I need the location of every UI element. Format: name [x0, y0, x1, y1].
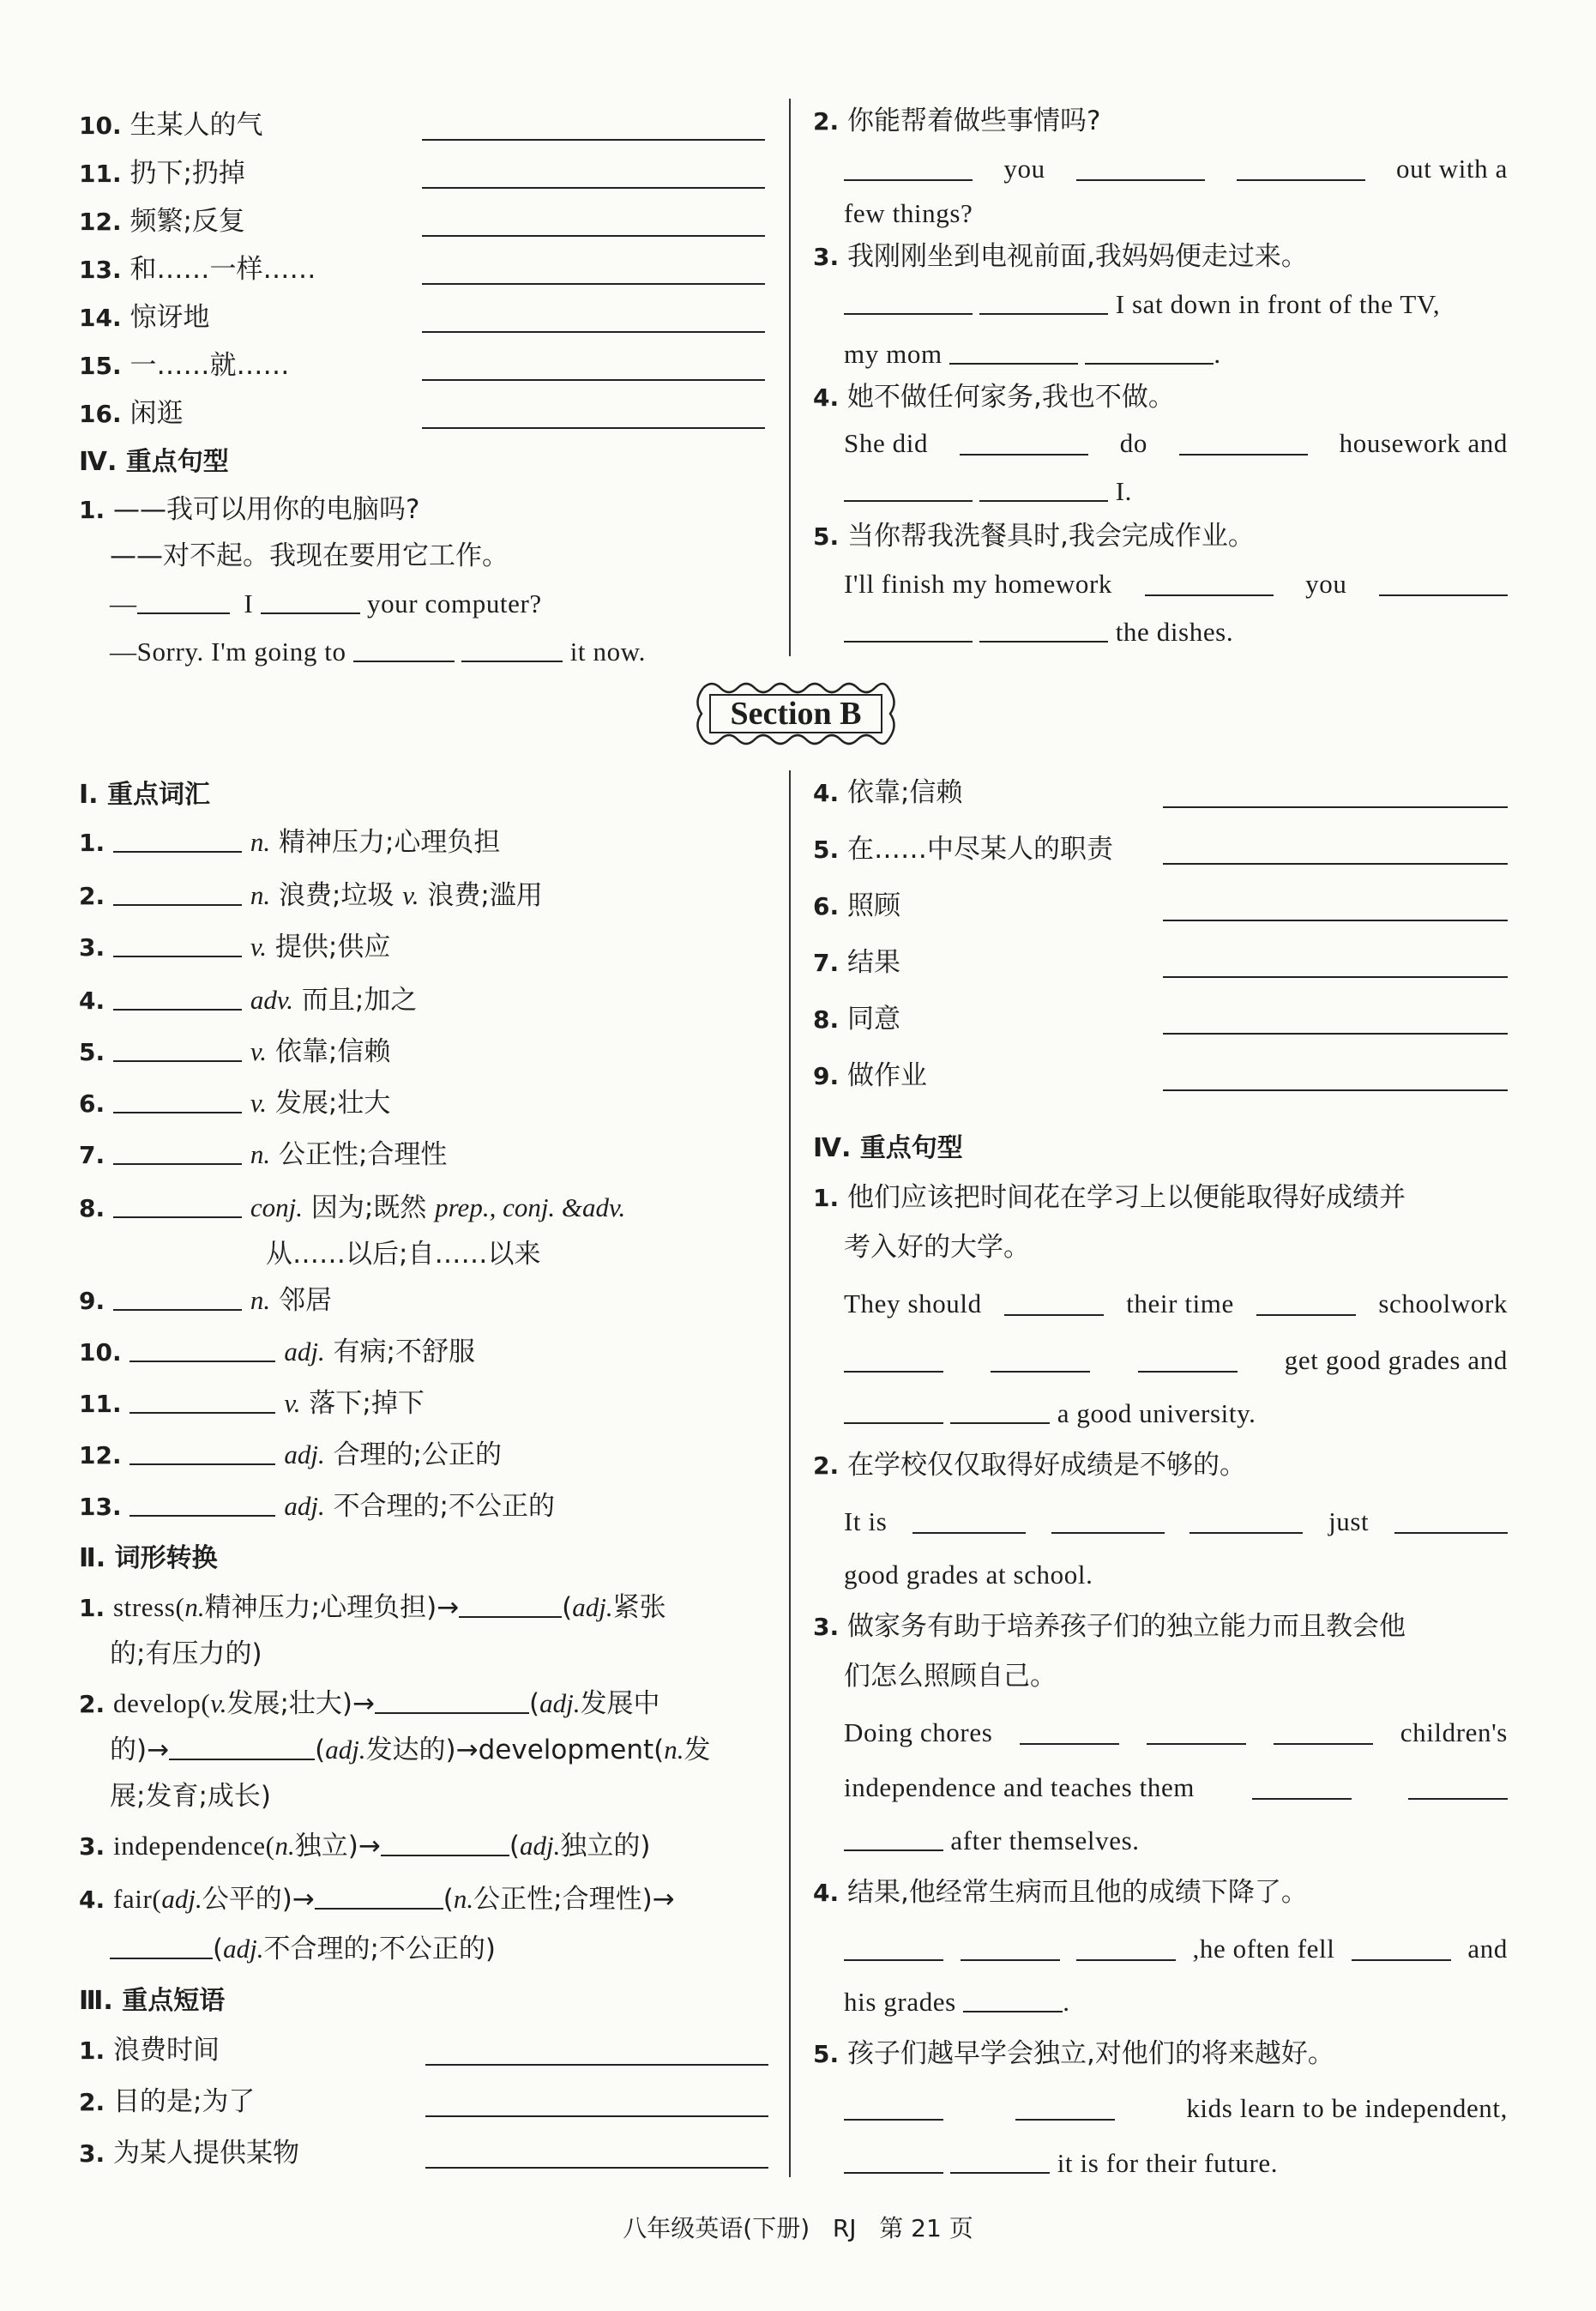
vocab-meaning: 公正性;合理性	[278, 1139, 448, 1170]
phrase-row	[79, 389, 765, 437]
sentence-a4-english-1: She did do housework and	[844, 428, 1508, 458]
sentence-a2-english-1: you out with a	[813, 145, 1508, 193]
answer-blank[interactable]	[844, 291, 973, 315]
phrase-chinese: 同意	[846, 1004, 900, 1035]
phrase-chinese: 一……就……	[129, 350, 290, 381]
answer-blank[interactable]	[1352, 1937, 1451, 1961]
vocab-row	[79, 923, 772, 971]
phrase-number: 2.	[79, 2088, 105, 2116]
answer-blank[interactable]	[110, 1935, 213, 1959]
vocab-meaning: 精神压力;心理负担	[278, 827, 501, 858]
answer-blank[interactable]	[461, 638, 563, 662]
answer-blank[interactable]	[113, 1287, 242, 1311]
part-of-speech: adj.	[284, 1491, 325, 1521]
phrase-number: 11.	[79, 160, 122, 188]
sentence-a4-english-2: I.	[813, 468, 1508, 516]
phrase-number: 1.	[79, 2036, 105, 2065]
answer-line[interactable]	[422, 283, 765, 285]
phrase-chinese: 为某人提供某物	[112, 2138, 299, 2169]
answer-blank[interactable]	[129, 1493, 275, 1517]
vocab-row	[79, 1276, 772, 1324]
vocab-row	[79, 1482, 772, 1530]
vocab-number: 4.	[79, 987, 105, 1015]
top-right-column	[813, 97, 1508, 663]
vocab-number: 9.	[79, 1287, 105, 1315]
answer-blank[interactable]	[979, 618, 1108, 643]
answer-blank[interactable]	[1051, 1510, 1165, 1534]
vocab-number: 12.	[79, 1441, 122, 1469]
answer-blank[interactable]	[1189, 1510, 1303, 1534]
answer-line[interactable]	[422, 139, 765, 141]
vocab-number: 11.	[79, 1390, 122, 1418]
answer-blank[interactable]	[129, 1441, 275, 1465]
answer-line[interactable]	[1163, 976, 1508, 978]
answer-blank[interactable]	[315, 1886, 443, 1910]
section-b-banner	[691, 676, 900, 751]
phrase-number: 14.	[79, 304, 122, 332]
sentence-a1-english-1: — I your computer?	[110, 588, 542, 618]
sentence-b5-english-2: it is for their future.	[813, 2139, 1508, 2187]
answer-blank[interactable]	[950, 1400, 1050, 1424]
vocab-number: 7.	[79, 1141, 105, 1169]
answer-blank[interactable]	[113, 987, 242, 1011]
phrase-row	[79, 245, 765, 293]
part-of-speech: v.	[250, 1036, 268, 1066]
phrase-number: 16.	[79, 400, 122, 428]
sentence-a5-english-1: I'll finish my homework you	[813, 560, 1508, 608]
answer-line[interactable]	[422, 427, 765, 429]
vocab-meaning: 浪费;垃圾	[278, 880, 394, 911]
answer-line[interactable]	[422, 235, 765, 237]
phrase-row	[79, 149, 765, 197]
vocab-meaning: 浪费;滥用	[427, 880, 543, 911]
phrase-row	[79, 2078, 772, 2126]
bottom-left-column	[79, 770, 772, 2194]
sentence-b5-chinese: 5. 孩子们越早学会独立,对他们的将来越好。	[813, 2038, 1334, 2069]
vocab-row	[79, 1184, 772, 1232]
top-left-column	[79, 101, 765, 667]
bottom-right-column	[813, 769, 1508, 2193]
sentence-a1-english-2: —Sorry. I'm going to it now.	[110, 637, 647, 667]
phrase-row	[813, 938, 1508, 987]
answer-blank[interactable]	[1179, 431, 1308, 456]
sentence-b3-english-2: independence and teaches them	[813, 1764, 1508, 1812]
vocab-number: 1.	[79, 829, 105, 857]
section-title-key-phrases: Ⅲ. 重点短语	[79, 1986, 226, 2016]
column-divider-top	[789, 99, 791, 656]
vocab-number: 5.	[79, 1038, 105, 1066]
answer-blank[interactable]	[1379, 572, 1508, 596]
part-of-speech: v.	[402, 880, 419, 910]
phrase-chinese: 生某人的气	[129, 110, 263, 141]
sentence-b4-english-1: ,he often fell and	[813, 1925, 1508, 1973]
phrase-row	[813, 995, 1508, 1043]
answer-blank[interactable]	[129, 1338, 275, 1362]
phrase-chinese: 结果	[846, 947, 900, 978]
answer-blank[interactable]	[961, 1937, 1060, 1961]
answer-blank[interactable]	[113, 829, 242, 853]
sentence-a4-chinese: 4. 她不做任何家务,我也不做。	[813, 382, 1175, 413]
phrase-row	[813, 825, 1508, 873]
answer-blank[interactable]	[113, 882, 242, 906]
sentence-a3-english-2: my mom .	[844, 339, 1221, 369]
wordform-item-1-line-1: 1. stress(n.精神压力;心理负担)→ (adj.紧张	[79, 1592, 666, 1623]
answer-blank[interactable]	[844, 1827, 943, 1851]
sentence-b2-english-2: good grades at school.	[844, 1560, 1093, 1590]
vocab-row	[79, 818, 772, 866]
section-b-title: Section B	[730, 696, 862, 732]
vocab-number: 8.	[79, 1194, 105, 1222]
answer-line[interactable]	[425, 2064, 768, 2066]
part-of-speech: n.	[250, 827, 271, 857]
sentence-a1-chinese-2: ——对不起。我现在要用它工作。	[110, 540, 509, 571]
sentence-a5-english-2: the dishes.	[813, 608, 1508, 656]
phrase-row	[79, 2129, 772, 2177]
phrase-number: 8.	[813, 1005, 840, 1034]
answer-blank[interactable]	[113, 1194, 242, 1218]
answer-line[interactable]	[1163, 1089, 1508, 1091]
answer-blank[interactable]	[1274, 1721, 1373, 1745]
answer-blank[interactable]	[844, 2150, 943, 2174]
answer-blank[interactable]	[844, 1349, 943, 1373]
wordform-item-4-line-2: (adj.不合理的;不公正的)	[79, 1925, 772, 1973]
phrase-chinese: 闲逛	[129, 398, 184, 429]
answer-line[interactable]	[1163, 863, 1508, 865]
answer-blank[interactable]	[844, 2097, 943, 2121]
phrase-row	[79, 101, 765, 149]
vocab-row	[79, 872, 772, 920]
part-of-speech: conj.	[250, 1192, 303, 1222]
wordform-item-4-line-1: 4. fair(adj.公平的)→ (n.公正性;合理性)→	[79, 1884, 675, 1915]
phrase-chinese: 扔下;扔掉	[129, 158, 245, 189]
sentence-a5-chinese: 5. 当你帮我洗餐具时,我会完成作业。	[813, 521, 1255, 552]
wordform-item-3: 3. independence(n.独立)→ (adj.独立的)	[79, 1831, 651, 1861]
part-of-speech: adj.	[284, 1439, 325, 1469]
phrase-number: 6.	[813, 892, 840, 920]
column-divider-bottom	[789, 770, 791, 2177]
answer-blank[interactable]	[979, 291, 1108, 315]
answer-blank[interactable]	[113, 1038, 242, 1062]
sentence-b2-english-1: It is just	[813, 1498, 1508, 1546]
answer-blank[interactable]	[991, 1349, 1090, 1373]
answer-line[interactable]	[1163, 1033, 1508, 1035]
section-title-key-sentences-b: Ⅳ. 重点句型	[813, 1133, 963, 1163]
phrase-row	[79, 2026, 772, 2074]
answer-line[interactable]	[425, 2115, 768, 2117]
answer-blank[interactable]	[949, 341, 1078, 365]
answer-blank[interactable]	[261, 590, 360, 614]
answer-line[interactable]	[1163, 806, 1508, 808]
sentence-a3-chinese: 3. 我刚刚坐到电视前面,我妈妈便走过来。	[813, 241, 1308, 272]
phrase-number: 7.	[813, 949, 840, 977]
phrase-row	[813, 882, 1508, 930]
sentence-b5-english-1: kids learn to be independent,	[813, 2085, 1508, 2133]
vocab-meaning: 从……以后;自……以来	[266, 1239, 541, 1270]
phrase-chinese: 在……中尽某人的职责	[846, 834, 1113, 865]
part-of-speech: n.	[250, 1139, 271, 1169]
answer-blank[interactable]	[1252, 1776, 1352, 1800]
vocab-row	[79, 1328, 772, 1376]
page-footer: 八年级英语(下册) RJ 第 21 页	[623, 2214, 973, 2242]
phrase-chinese: 做作业	[846, 1060, 927, 1091]
sentence-b3-english-3: after themselves.	[813, 1817, 1508, 1865]
section-title-key-sentences-a: Ⅳ. 重点句型	[79, 447, 229, 477]
answer-blank[interactable]	[1408, 1776, 1508, 1800]
sentence-b3-english-1: Doing chores children's	[844, 1717, 1508, 1747]
answer-blank[interactable]	[1256, 1292, 1356, 1316]
answer-blank[interactable]	[912, 1510, 1026, 1534]
vocab-meaning: 不合理的;不公正的	[333, 1491, 556, 1522]
sentence-a2-chinese: 2. 你能帮着做些事情吗?	[813, 106, 1101, 136]
phrase-row	[79, 197, 765, 245]
vocab-meaning: 合理的;公正的	[333, 1439, 503, 1470]
answer-blank[interactable]	[113, 1141, 242, 1165]
answer-blank[interactable]	[844, 618, 973, 643]
vocab-number: 6.	[79, 1089, 105, 1118]
part-of-speech: adv.	[250, 985, 294, 1015]
vocab-row	[79, 1079, 772, 1127]
phrase-number: 10.	[79, 112, 122, 140]
phrase-number: 15.	[79, 352, 122, 380]
answer-blank[interactable]	[381, 1832, 509, 1856]
answer-blank[interactable]	[1394, 1510, 1508, 1534]
answer-line[interactable]	[425, 2167, 768, 2169]
part-of-speech: n.	[250, 880, 271, 910]
sentence-b1-english-1: They should their time schoolwork	[844, 1288, 1508, 1318]
sentence-b4-chinese: 4. 结果,他经常生病而且他的成绩下降了。	[813, 1877, 1308, 1908]
sentence-a3-english-1: I sat down in front of the TV,	[813, 281, 1508, 329]
sentence-a2-english-2: few things?	[844, 198, 973, 228]
vocab-row	[79, 1028, 772, 1076]
phrase-chinese: 目的是;为了	[112, 2086, 256, 2117]
vocab-number: 2.	[79, 882, 105, 910]
answer-blank[interactable]	[844, 478, 973, 502]
vocab-row	[79, 1431, 772, 1479]
answer-blank[interactable]	[1138, 1349, 1238, 1373]
phrase-row	[813, 769, 1508, 817]
part-of-speech: v.	[250, 1088, 268, 1118]
answer-blank[interactable]	[1085, 341, 1214, 365]
answer-blank[interactable]	[1237, 157, 1365, 181]
section-title-word-forms: Ⅱ. 词形转换	[79, 1543, 218, 1573]
answer-blank[interactable]	[1145, 572, 1274, 596]
part-of-speech: adj.	[284, 1337, 325, 1367]
phrase-row	[79, 293, 765, 341]
answer-line[interactable]	[422, 379, 765, 381]
phrase-number: 12.	[79, 208, 122, 236]
sentence-b1-english-2: get good grades and	[813, 1337, 1508, 1385]
phrase-number: 13.	[79, 256, 122, 284]
answer-blank[interactable]	[113, 933, 242, 957]
section-title-vocabulary: Ⅰ. 重点词汇	[79, 780, 211, 810]
answer-blank[interactable]	[1076, 1937, 1176, 1961]
phrase-chinese: 依靠;信赖	[846, 777, 963, 808]
answer-line[interactable]	[422, 331, 765, 333]
vocab-row	[79, 976, 772, 1024]
vocab-meaning: 而且;加之	[301, 985, 418, 1016]
answer-blank[interactable]	[844, 1937, 943, 1961]
sentence-b1-chinese-1: 1. 他们应该把时间花在学习上以便能取得好成绩并	[813, 1182, 1406, 1213]
answer-blank[interactable]	[963, 1988, 1063, 2012]
answer-blank[interactable]	[1076, 157, 1205, 181]
vocab-row	[79, 1131, 772, 1179]
phrase-chinese: 频繁;反复	[129, 206, 245, 237]
phrase-chinese: 照顾	[846, 890, 900, 921]
answer-blank[interactable]	[844, 1400, 943, 1424]
phrase-chinese: 惊讶地	[129, 302, 210, 333]
answer-blank[interactable]	[353, 638, 455, 662]
wordform-item-2-line-3: 展;发育;成长)	[110, 1781, 271, 1812]
answer-blank[interactable]	[950, 2150, 1050, 2174]
phrase-row	[79, 341, 765, 389]
part-of-speech: v.	[250, 932, 268, 962]
vocab-meaning: 有病;不舒服	[333, 1337, 476, 1367]
phrase-number: 4.	[813, 779, 840, 807]
answer-blank[interactable]	[960, 431, 1088, 456]
sentence-b4-english-2: his grades .	[844, 1987, 1070, 2017]
answer-blank[interactable]	[113, 1089, 242, 1113]
part-of-speech: prep., conj. &adv.	[435, 1192, 626, 1222]
phrase-row	[813, 1052, 1508, 1100]
vocab-number: 10.	[79, 1338, 122, 1367]
answer-blank[interactable]	[1004, 1292, 1104, 1316]
phrase-number: 5.	[813, 836, 840, 864]
sentence-b3-chinese-1: 3. 做家务有助于培养孩子们的独立能力而且教会他	[813, 1611, 1406, 1642]
wordform-item-2-line-1: 2. develop(v.发展;壮大)→ (adj.发展中	[79, 1688, 660, 1719]
sentence-b1-english-3: a good university.	[813, 1390, 1508, 1438]
vocab-meaning: 邻居	[278, 1285, 332, 1316]
wordform-item-2-line-2: 的)→ (adj.发达的)→development(n.发	[110, 1735, 711, 1765]
vocab-row-continuation	[79, 1230, 772, 1278]
vocab-meaning: 提供;供应	[274, 932, 391, 962]
answer-blank[interactable]	[169, 1736, 315, 1760]
answer-blank[interactable]	[979, 478, 1108, 502]
phrase-number: 9.	[813, 1062, 840, 1090]
phrase-chinese: 和……一样……	[129, 254, 316, 285]
answer-blank[interactable]	[459, 1594, 562, 1618]
vocab-meaning: 依靠;信赖	[274, 1036, 391, 1067]
phrase-chinese: 浪费时间	[112, 2035, 220, 2066]
sentence-b3-chinese-2: 们怎么照顾自己。	[844, 1661, 1057, 1692]
vocab-row	[79, 1379, 772, 1427]
wordform-item-1-line-2: 的;有压力的)	[110, 1638, 262, 1669]
answer-blank[interactable]	[844, 157, 973, 181]
answer-blank[interactable]	[1147, 1721, 1246, 1745]
vocab-meaning: 发展;壮大	[274, 1088, 391, 1119]
answer-blank[interactable]	[137, 590, 230, 614]
sentence-b1-chinese-2: 考入好的大学。	[844, 1232, 1030, 1263]
answer-line[interactable]	[1163, 920, 1508, 921]
vocab-number: 3.	[79, 933, 105, 962]
answer-blank[interactable]	[375, 1690, 529, 1714]
answer-blank[interactable]	[1020, 1721, 1119, 1745]
answer-blank[interactable]	[1015, 2097, 1115, 2121]
vocab-meaning: 因为;既然	[310, 1192, 427, 1223]
sentence-a1-chinese-1: 1. ——我可以用你的电脑吗?	[79, 494, 420, 525]
answer-line[interactable]	[422, 187, 765, 189]
vocab-meaning: 落下;掉下	[309, 1388, 425, 1419]
sentence-b2-chinese: 2. 在学校仅仅取得好成绩是不够的。	[813, 1450, 1246, 1481]
phrase-number: 3.	[79, 2139, 105, 2168]
vocab-number: 13.	[79, 1493, 122, 1521]
part-of-speech: n.	[250, 1285, 271, 1315]
part-of-speech: v.	[284, 1388, 301, 1418]
answer-blank[interactable]	[129, 1390, 275, 1414]
